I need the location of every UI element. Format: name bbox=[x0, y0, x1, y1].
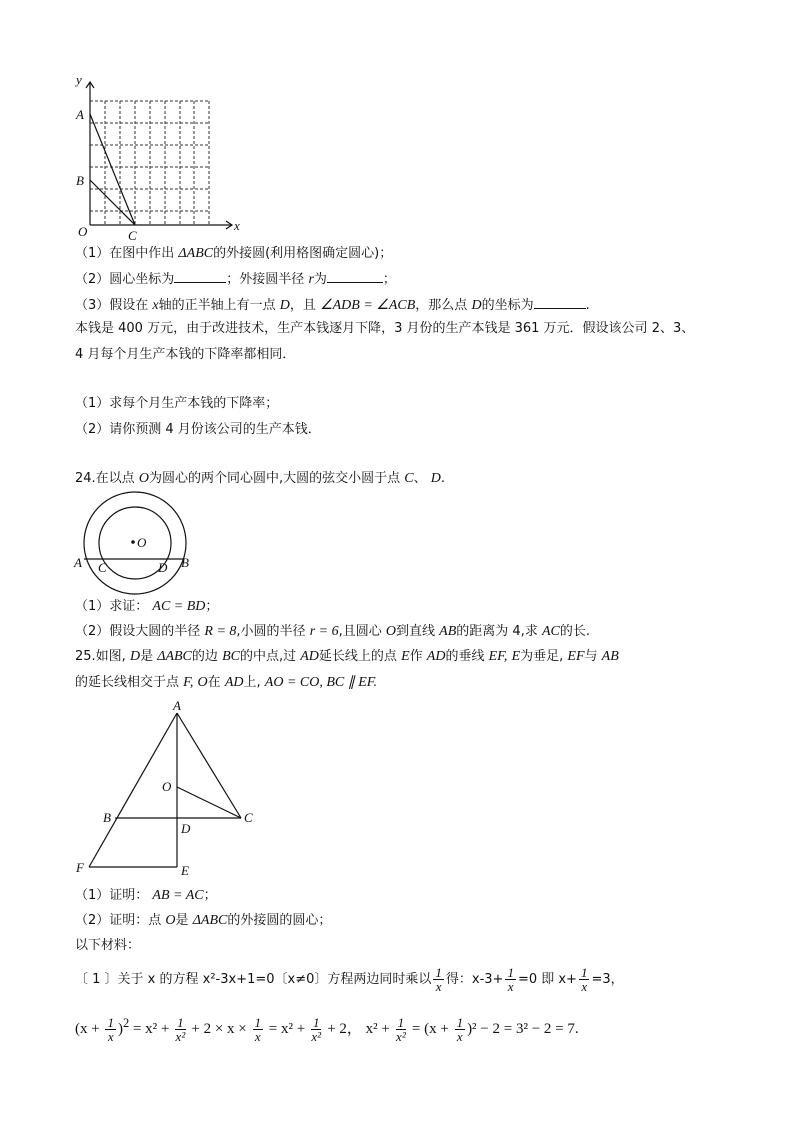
fraction: $\frac{1}{\text{x²}}$ bbox=[175, 1015, 186, 1045]
q25-item-1: （1）证明： AB = AC； bbox=[75, 888, 217, 903]
circle-grid-item-1: （1）在图中作出 ΔABC的外接圆(利用格图确定圆心)； bbox=[75, 246, 393, 261]
circle-grid-item-2: （2）圆心坐标为 ；外接圆半径 r为 ； bbox=[75, 272, 396, 287]
fraction: $\frac{1}{x}$ bbox=[254, 1015, 262, 1045]
cost-question-line-2: 4 月每个月生产本钱的下降率都相同． bbox=[75, 347, 296, 362]
triangle-figure bbox=[70, 698, 270, 880]
q25-item-2: （2）证明：点 O是 ΔABC的外接圆的圆心； bbox=[75, 913, 332, 928]
cost-question-item-2: （2）请你预测 4 月份该公司的生产本钱． bbox=[75, 422, 321, 437]
point-f-label: F bbox=[76, 860, 84, 875]
answer-blank[interactable] bbox=[174, 270, 226, 283]
answer-blank[interactable] bbox=[327, 270, 383, 283]
material-equation: (x + $\frac{1}{x}$ )$^2$ = x² + $\frac{1}{\text{x²}}$ + 2 × x × $\frac{1}{x}$ = x² + $\frac{1}{\text{x²}}$ + 2， x² + $\frac{1}{\text{x²}}$ = (x + $\frac{1}{x}$ )² − 2 = 3² − 2 = 7. bbox=[75, 1015, 579, 1045]
q24-item-2: （2）假设大圆的半径 R = 8,小圆的半径 r = 6,且圆心 O到直线 AB的距离为 4,求 AC的长. bbox=[75, 624, 590, 639]
fraction: $\frac{1}{x}$ bbox=[507, 965, 514, 994]
concentric-circles-figure bbox=[70, 490, 210, 590]
material-title: 以下材料： bbox=[75, 938, 141, 953]
q25-stem-line-1: 25.如图, D是 ΔABC的边 BC的中点,过 AD延长线上的点 E作 AD的垂线 EF, E为垂足, EF与 AB bbox=[75, 649, 619, 664]
vertex-a-label: A bbox=[173, 698, 181, 713]
q24-stem: 24.在以点 O为圆心的两个同心圆中,大圆的弦交小圆于点 C、 D. bbox=[75, 471, 445, 486]
fraction: $\frac{1}{x}$ bbox=[435, 965, 442, 994]
fraction: $\frac{1}{x}$ bbox=[580, 965, 588, 994]
cost-question-line-1: 本钱是 400 万元，由于改进技术，生产本钱逐月下降，3 月份的生产本钱是 361 万元．假设该公司 2、3、 bbox=[75, 321, 695, 336]
cost-question-item-1: （1）求每个月生产本钱的下降率； bbox=[75, 396, 279, 411]
axis-y-label: y bbox=[76, 72, 82, 87]
fraction: $\frac{1}{\text{x²}}$ bbox=[396, 1015, 406, 1045]
vertex-c-label: C bbox=[244, 810, 253, 825]
fraction: $\frac{1}{x}$ bbox=[107, 1015, 114, 1045]
point-c-label: C bbox=[128, 228, 137, 243]
fraction: $\frac{1}{x}$ bbox=[456, 1015, 464, 1045]
q25-stem-line-2: 的延长线相交于点 F, O在 AD上, AO = CO, BC ∥ EF. bbox=[75, 675, 378, 690]
point-b-label: B bbox=[181, 555, 189, 570]
origin-label: O bbox=[78, 224, 88, 239]
axis-x-label: x bbox=[234, 218, 240, 233]
coordinate-grid-figure bbox=[70, 70, 250, 243]
fraction: $\frac{1}{\text{x²}}$ bbox=[311, 1015, 322, 1045]
point-a-label: A bbox=[76, 107, 84, 122]
vertex-b-label: B bbox=[103, 810, 111, 825]
point-b-label: B bbox=[76, 173, 84, 188]
center-o-label: O bbox=[137, 535, 147, 550]
point-e-label: E bbox=[181, 863, 189, 878]
point-c-label: C bbox=[98, 560, 107, 575]
answer-blank[interactable] bbox=[534, 296, 586, 309]
point-d-label: D bbox=[158, 560, 168, 575]
point-d-label: D bbox=[181, 821, 191, 836]
material-line-1: 〔 1 〕关于 x 的方程 x²-3x+1=0〔x≠0〕方程两边同时乘以 $\frac{1}{x}$ 得：x-3+ $\frac{1}{x}$ =0 即 x+ $\frac{1}{x}$ =3， bbox=[75, 965, 624, 994]
q24-item-1: （1）求证： AC = BD； bbox=[75, 599, 219, 614]
circle-grid-item-3: （3）假设在 x轴的正半轴上有一点 D，且 ∠ADB = ∠ACB，那么点 D的坐标为 . bbox=[75, 298, 590, 313]
point-o-label: O bbox=[162, 779, 172, 794]
point-a-label: A bbox=[74, 555, 82, 570]
